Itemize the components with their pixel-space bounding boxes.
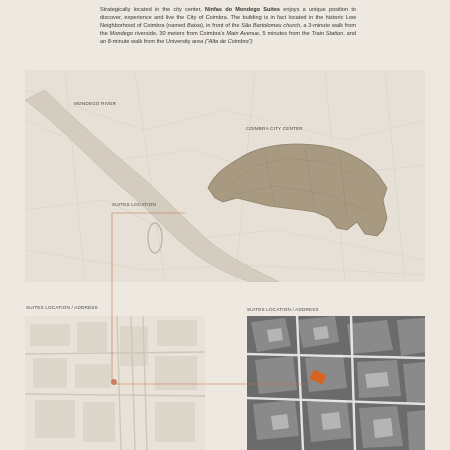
mondego-river-label: MONDEGO RIVER	[74, 101, 117, 106]
hotel-name: Ninfas do Mondego Suites	[204, 7, 281, 13]
city-center-label: COIMBRA CITY CENTER	[246, 126, 303, 131]
suites-location-label: SUITES LOCATION	[112, 202, 157, 207]
intro-paragraph: Strategically located in the city center, Ninfas do Mondego Suites enjoys a unique position to discover, experience and live the City of Coimbra. The building is in fact located in the historic Low Neighborhood of Coimbra (named Baixa), in front of the São Bartolomeu church, a 3-minute walk from the Mondego riverside, 30 meters from Coimbra's Main Avenue, 5 minutes from the Train Station, and an 8-minute walk from the University area ("Alta de Coimbra")	[100, 7, 356, 45]
suites-marker-small	[111, 379, 117, 385]
suites-aerial-map	[247, 316, 425, 450]
address-label-right: SUITES LOCATION / ADDRESS	[247, 307, 319, 312]
address-label-left: SUITES LOCATION / ADDRESS	[26, 305, 98, 310]
